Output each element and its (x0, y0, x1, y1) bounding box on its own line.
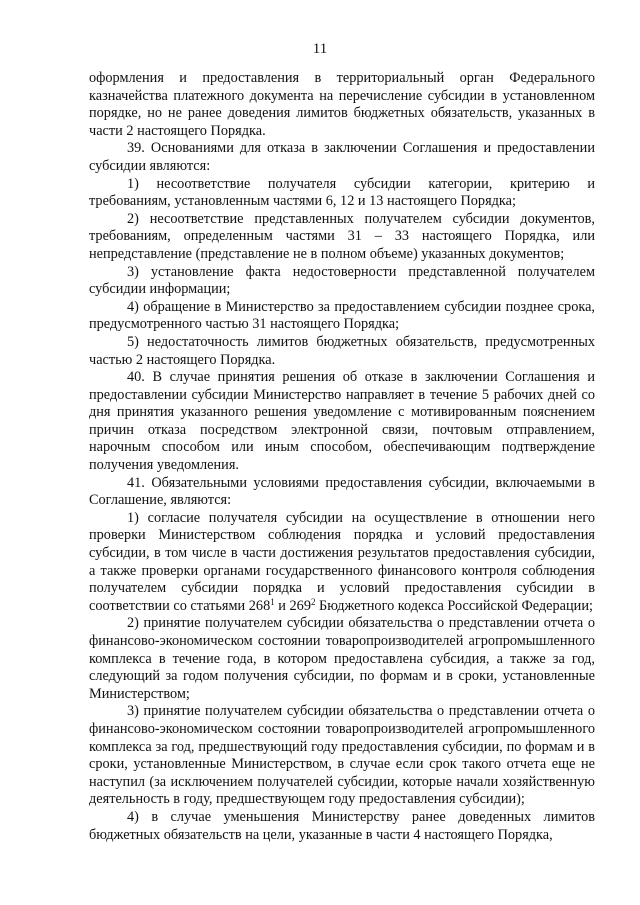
list-item-41-1 (89, 510, 595, 616)
paragraph-39: 39. Основаниями для отказа в заключении Соглашения и предоставлении субсидии являются: (89, 140, 595, 174)
list-item-39-4: 4) обращение в Министерство за предоставлением субсидии позднее срока, предусмотренного частью 31 настоящего Порядка; (89, 298, 595, 333)
list-item-39-3: 3) установление факта недостоверности представленной получателем субсидии информации; (89, 263, 595, 298)
paragraph-41: 41. Обязательными условиями предоставления субсидии, включаемыми в Соглашение, являются: (89, 474, 595, 509)
list-item-39-2: 2) несоответствие представленных получателем субсидии документов, требованиям, определенным частями 31 – 33 настоящего Порядка, или непредставление (представление не в полном объеме) указанных документов; (89, 210, 595, 262)
list-item-41-1-end: Бюджетного кодекса Российской Федерации; (315, 597, 593, 614)
paragraph-40: 40. В случае принятия решения об отказе в заключении Соглашения и предоставлении субсидии Министерство направляет в течение 5 рабочих дней со дня принятия указанного решения уведомление с мотивированным пояснением причин отказа посредством электронной связи, почтовым отправлением, нарочным способом или иным способом, обеспечивающим подтверждение получения уведомления. (89, 369, 595, 474)
list-item-39-1: 1) несоответствие получателя субсидии категории, критерию и требованиям, установленным частями 6, 12 и 13 настоящего Порядка; (89, 175, 595, 210)
list-item-41-1-text: 1) согласие получателя субсидии на осуществление в отношении него проверки Министерством соблюдения порядка и условий предоставления субсидии, в том числе в части достижения результатов предоставления субсидии, а также проверки органами государственного финансового контроля соблюдения получателем субсидии порядка и условий предоставления субсидии в соответствии со статьями 268 (89, 509, 595, 614)
list-item-41-1-middle: и 269 (274, 597, 311, 614)
superscript-1: 1 (270, 596, 275, 607)
page-number: 11 (312, 41, 328, 57)
paragraph-continuation: оформления и предоставления в территориальный орган Федерального казначейства платежного документа на перечисление субсидии в установленном порядке, но не ранее доведения лимитов бюджетных обязательств, указанных в части 2 настоящего Порядка. (89, 70, 595, 139)
list-item-41-4: 4) в случае уменьшения Министерству ранее доведенных лимитов бюджетных обязательств на цели, указанные в части 4 настоящего Порядка, (89, 808, 595, 843)
list-item-39-5: 5) недостаточность лимитов бюджетных обязательств, предусмотренных частью 2 настоящего Порядка. (89, 333, 595, 368)
list-item-41-2: 2) принятие получателем субсидии обязательства о представлении отчета о финансово-экономическом состоянии товаропроизводителей агропромышленного комплекса в течение года, в котором предоставлена субсидия, а также за год, следующий за годом получения субсидии, по формам и в сроки, установленные Министерством; (89, 615, 595, 702)
document-body (89, 70, 595, 844)
superscript-2: 2 (310, 596, 316, 607)
list-item-41-3: 3) принятие получателем субсидии обязательства о представлении отчета о финансово-экономическом состоянии товаропроизводителей агропромышленного комплекса за год, предшествующий году предоставления субсидии, по формам и в сроки, установленные Министерством, в случае если срок такого отчета еще не наступил (за исключением получателей субсидии, которые начали хозяйственную деятельность в году, предшествующем году предоставления субсидии); (89, 703, 595, 808)
